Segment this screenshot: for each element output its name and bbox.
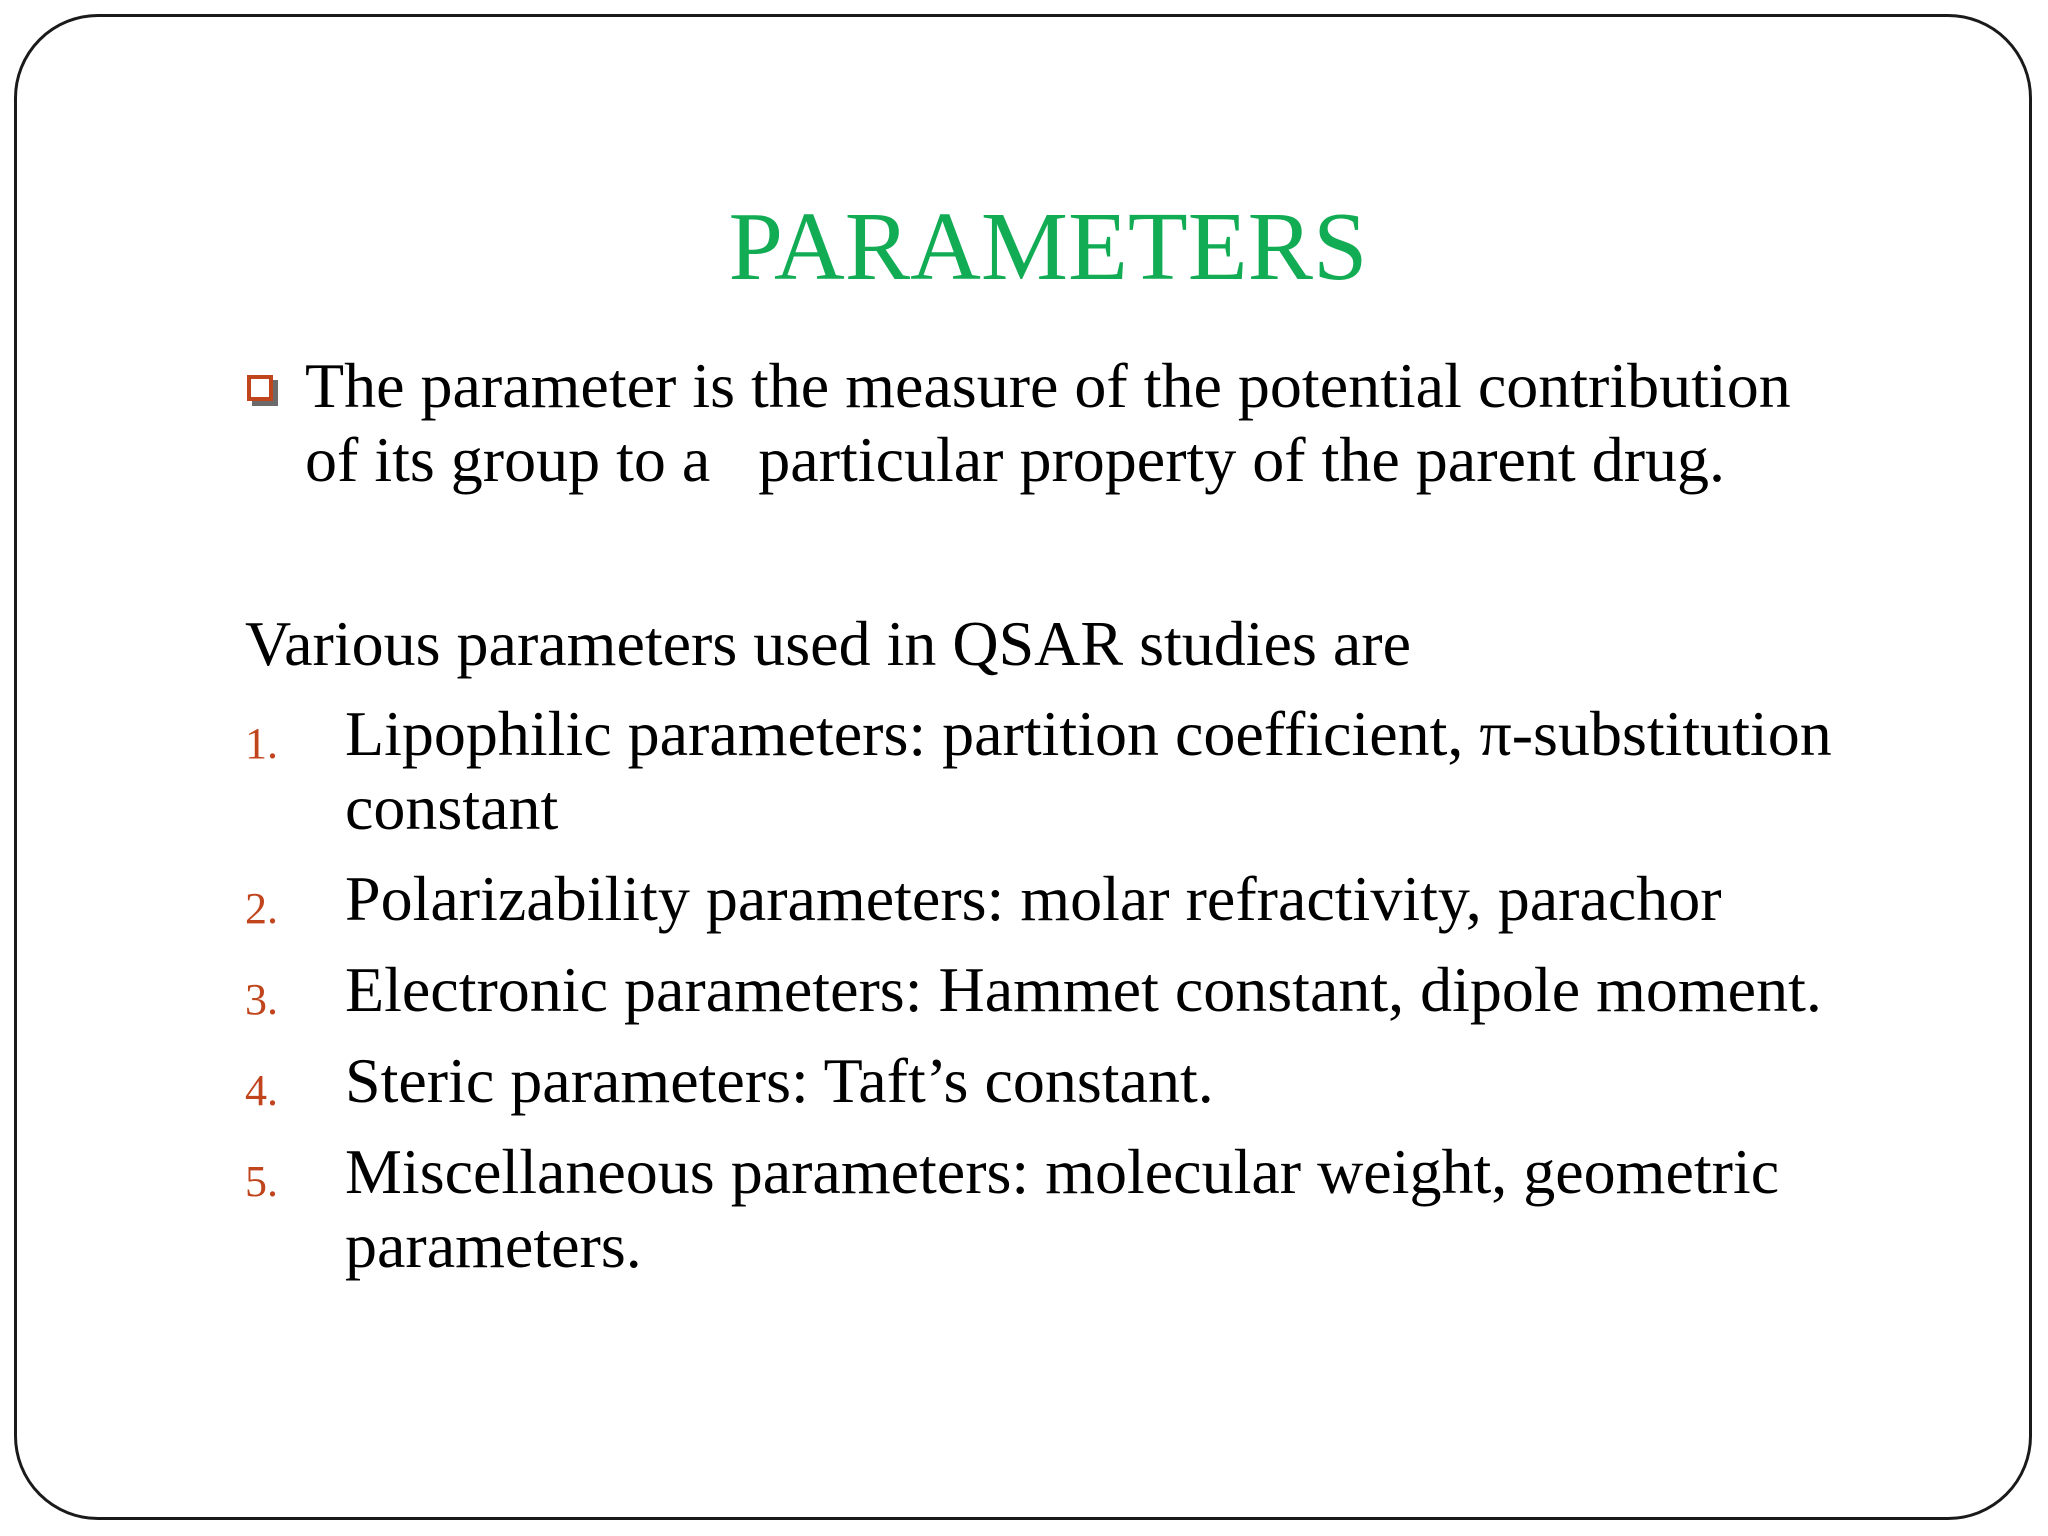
list-item-text: Miscellaneous parameters: molecular weight, geometric: [345, 1136, 1780, 1207]
slide-frame: [14, 14, 2032, 1520]
list-item-text-continued: parameters.: [345, 1210, 642, 1281]
list-intro: Various parameters used in QSAR studies are: [245, 608, 1411, 679]
list-item-text: Electronic parameters: Hammet constant, dipole moment.: [345, 954, 1822, 1025]
list-item-text: Steric parameters: Taft’s constant.: [345, 1045, 1214, 1116]
list-number: 1.: [245, 719, 278, 768]
definition-line-2: of its group to a particular property of the parent drug.: [305, 424, 1725, 495]
list-number: 2.: [245, 884, 278, 933]
definition-line-1: The parameter is the measure of the potential contribution: [305, 350, 1791, 421]
list-number: 4.: [245, 1066, 278, 1115]
list-item-text: Lipophilic parameters: partition coefficient, π-substitution: [345, 698, 1832, 769]
list-number: 3.: [245, 975, 278, 1024]
list-number: 5.: [245, 1157, 278, 1206]
slide-title: PARAMETERS: [728, 193, 1368, 301]
list-item-text-continued: constant: [345, 772, 559, 843]
checkbox-square-icon: [247, 375, 273, 401]
list-item-text: Polarizability parameters: molar refractivity, parachor: [345, 863, 1722, 934]
